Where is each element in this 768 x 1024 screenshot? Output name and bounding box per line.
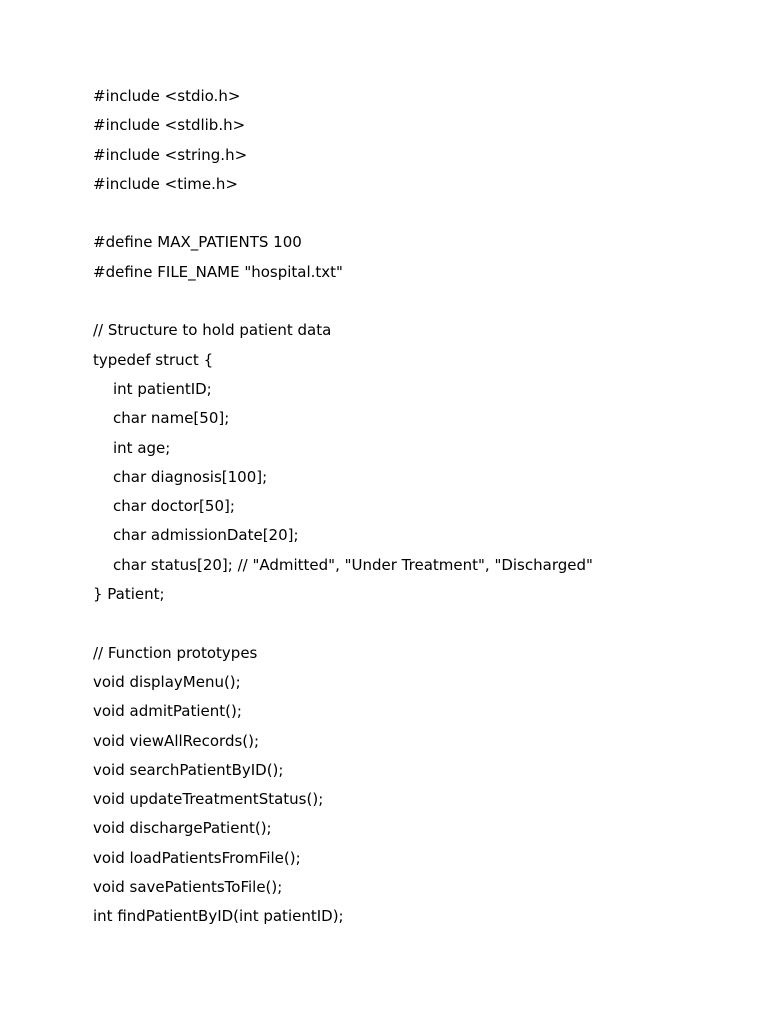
struct-field-admission-date: char admissionDate[20];	[113, 526, 299, 545]
prototype-update-treatment-status: void updateTreatmentStatus();	[93, 790, 324, 809]
code-line-include-time: #include <time.h>	[93, 174, 238, 193]
blank-line	[93, 609, 593, 638]
code-comment-structure: // Structure to hold patient data	[93, 321, 332, 340]
prototype-find-patient-by-id: int findPatientByID(int patientID);	[93, 907, 344, 926]
code-line-define-file-name: #define FILE_NAME "hospital.txt"	[93, 262, 343, 281]
blank-line	[93, 287, 593, 316]
code-line-include-stdio: #include <stdio.h>	[93, 87, 241, 105]
prototype-search-patient-by-id: void searchPatientByID();	[93, 760, 284, 779]
struct-field-doctor: char doctor[50];	[113, 497, 235, 516]
code-line-typedef-struct: typedef struct {	[93, 350, 214, 369]
prototype-save-patients-to-file: void savePatientsToFile();	[93, 878, 283, 897]
code-line-struct-end: } Patient;	[93, 585, 165, 604]
code-listing	[93, 82, 593, 932]
prototype-view-all-records: void viewAllRecords();	[93, 731, 260, 750]
code-line-define-max-patients: #define MAX_PATIENTS 100	[93, 233, 302, 252]
struct-field-age: int age;	[113, 438, 171, 457]
struct-field-name: char name[50];	[113, 409, 230, 428]
struct-field-diagnosis: char diagnosis[100];	[113, 467, 268, 486]
blank-line	[93, 199, 593, 228]
code-line-include-string: #include <string.h>	[93, 145, 248, 164]
struct-field-status: char status[20]; // "Admitted", "Under Treatment", "Discharged"	[113, 555, 593, 574]
struct-field-patient-id: int patientID;	[113, 379, 212, 398]
prototype-discharge-patient: void dischargePatient();	[93, 819, 272, 838]
prototype-display-menu: void displayMenu();	[93, 672, 241, 691]
prototype-load-patients-from-file: void loadPatientsFromFile();	[93, 848, 301, 867]
prototype-admit-patient: void admitPatient();	[93, 702, 242, 721]
code-comment-prototypes: // Function prototypes	[93, 643, 258, 662]
code-line-include-stdlib: #include <stdlib.h>	[93, 116, 246, 135]
